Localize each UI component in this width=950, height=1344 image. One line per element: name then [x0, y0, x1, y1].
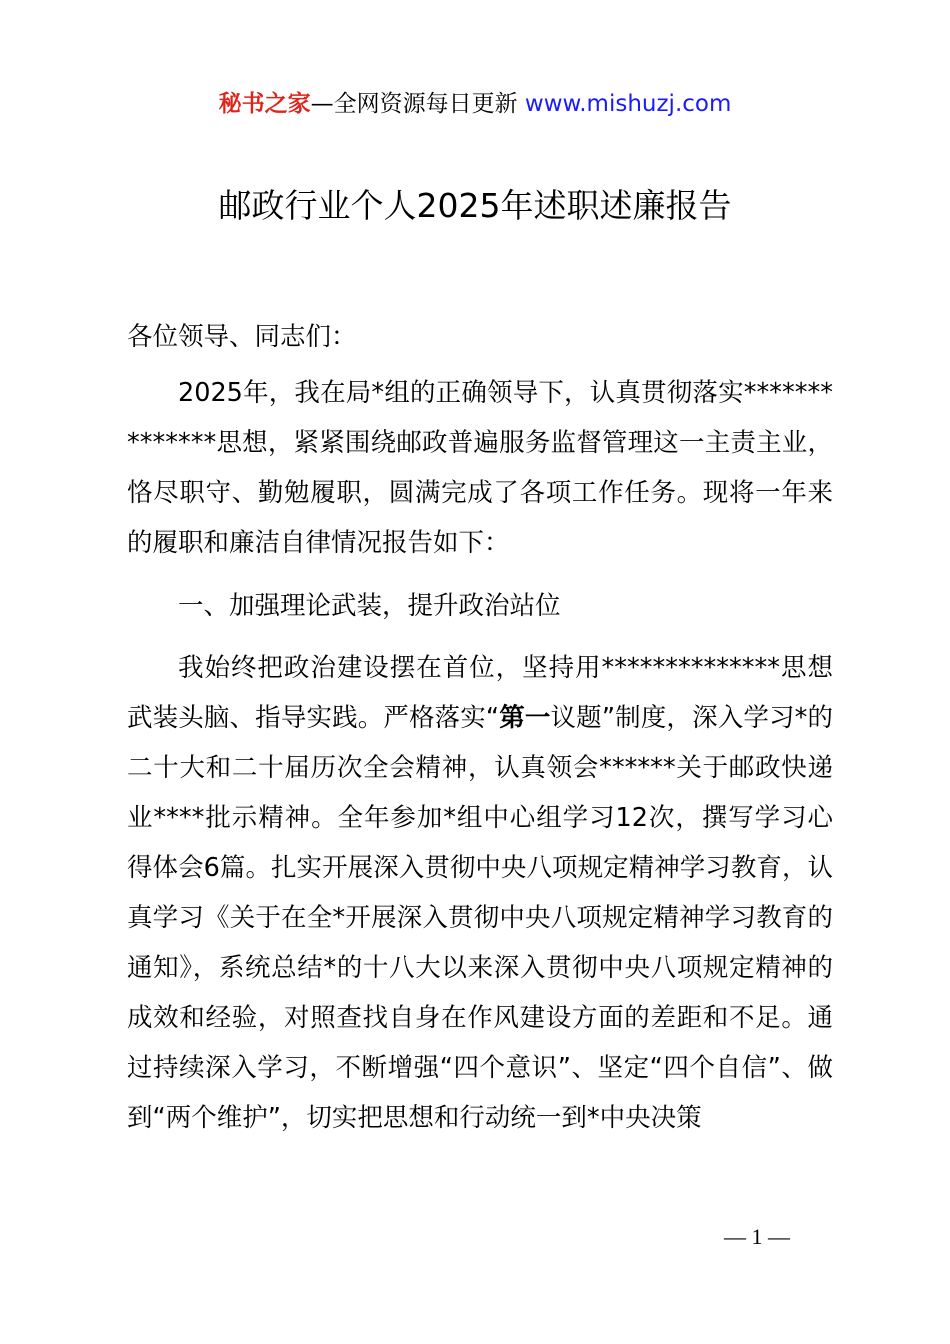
site-url-link[interactable]: www.mishuzj.com — [524, 91, 732, 117]
page-number: — 1 — — [724, 1224, 790, 1249]
document-title: 邮政行业个人2025年述职述廉报告 — [218, 186, 732, 225]
bold-emphasis: 第一 — [499, 703, 551, 733]
site-header — [0, 88, 950, 120]
paragraph-text-part1: 我始终把政治建设摆在首位，坚持用**************思想武装头脑、指导实践。严格落实“ — [127, 653, 833, 733]
header-tagline: —全网资源每日更新 — [310, 91, 525, 117]
paragraph-text-part2: 议题”制度，深入学习*的二十大和二十届历次全会精神，认真领会******关于邮政快递业****批示精神。全年参加*组中心组学习12次，撰写学习心得体会6篇。扎实开展深入贯彻中央八项规定精神学习教育，认真学习《关于在全*开展深入贯彻中央八项规定精神学习教育的通知》，系统总结*的十八大以来深入贯彻中央八项规定精神的成效和经验，对照查找自身在作风建设方面的差距和不足。通过持续深入学习，不断增强“四个意识”、坚定“四个自信”、做到“两个维护”，切实把思想和行动统一到*中央决策 — [127, 703, 834, 1133]
paragraph-section-1 — [127, 643, 833, 1143]
brand-name: 秘书之家 — [218, 91, 311, 117]
section-heading-1: 一、加强理论武装，提升政治站位 — [178, 591, 561, 621]
salutation: 各位领导、同志们： — [127, 322, 357, 352]
paragraph-intro: 2025年，我在局*组的正确领导下，认真贯彻落实**************思想，紧紧围绕邮政普遍服务监督管理这一主责主业，恪尽职守、勤勉履职，圆满完成了各项工作任务。现将一年来的履职和廉洁自律情况报告如下： — [127, 378, 833, 558]
